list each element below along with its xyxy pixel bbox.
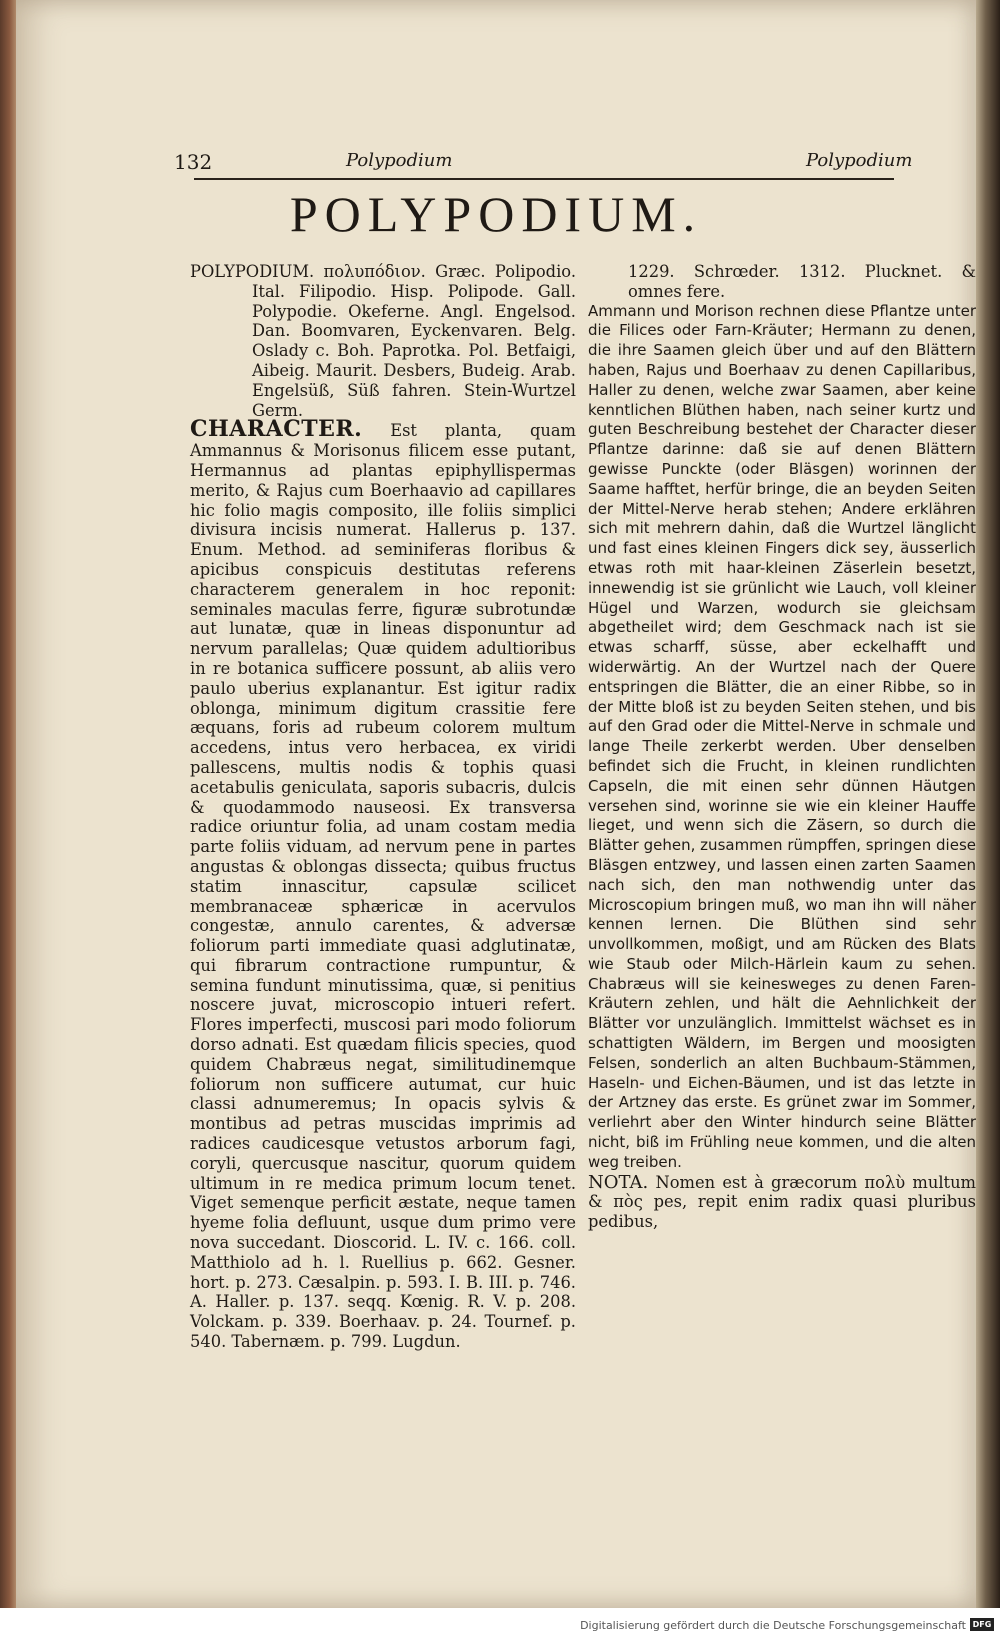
page-title: POLYPODIUM.: [289, 186, 703, 242]
dfg-logo: DFG: [970, 1618, 994, 1631]
german-text: Ammann und Morison rechnen diese Pflantze unter die Filices oder Farn-Kräuter; Hermann zu denen, die ihre Saamen gleich über und auf den Blättern haben, Rajus und Boerhaav zu denen Capillaribus, Haller zu denen, welche zwar Saamen, aber keine kenntlichen Blüthen haben, nach seiner kurtz und guten Beschreibung bestehet der Character dieser Pflantze darinne: daß sie auf denen Blättern gewisse Punckte (oder Bläsgen) worinnen der Saame hafftet, herfür bringe, die an beyden Seiten der Mittel-Nerve herab stehen; Andere erklähren sich mit mehrern dahin, daß die Wurtzel länglicht und fast eines kleinen Fingers dick sey, äusserlich etwas roth mit haar-kleinen Zäserlein besetzt, innewendig ist sie grünlicht wie Lauch, voll kleiner Hügel und Warzen, wodurch sie gleichsam abgetheilet wird; dem Geschmack nach ist sie etwas scharff, süsse, aber eckelhafft und widerwärtig. An der Wurtzel nach der Quere entspringen die Blätter, die an einer Ribbe, so in der Mitte bloß ist zu beyden Seiten stehen, und bis auf den Grad oder die Mittel-Nerve in schmale und lange Theile zerkerbt werden. Uber denselben befindet sich die Frucht, in kleinen rundlichten Capseln, die mit einen sehr dünnen Häutgen versehen sind, worinne sie wie ein kleiner Hauffe lieget, und wenn sich die Zäsern, so durch die Blätter gehen, zusammen rümpffen, springen diese Bläsgen entzwey, und lassen einen zarten Saamen nach sich, den man nothwendig unter das Microscopium bringen muß, wo man ihn will näher kennen lernen. Die Blüthen sind sehr unvollkommen, moßigt, und am Rücken des Blats wie Staub oder Milch-Härlein kaum zu sehen. Chabræus will sie keinesweges zu denen Faren-Kräutern zehlen, und hält die Aehnlichkeit der Blätter vor unzulänglich. Immittelst wächset es in schattigten Wäldern, im Bergen und moosigten Felsen, sonderlich an alten Buchbaum-Stämmen, Haseln- und Eichen-Bäumen, und ist das letzte in der Artzney das erste. Es grünet zwar im Sommer, verliehrt aber den Winter hindurch seine Blätter nicht, biß im Frühling neue kommen, und die alten weg treiben.: [588, 301, 976, 1171]
continuation-text: 1229. Schrœder. 1312. Plucknet. & omnes fere.: [628, 262, 976, 301]
right-column: [588, 262, 976, 1232]
page-edge: [976, 0, 1000, 1608]
book-page: [16, 0, 976, 1608]
running-head-right: Polypodium: [806, 150, 913, 171]
left-column: [190, 262, 576, 1352]
nota-heading: NOTA.: [588, 1171, 649, 1193]
footer-bar: [0, 1608, 1000, 1643]
footer-credit: Digitalisierung gefördert durch die Deutsche Forschungsgemeinschaft: [580, 1619, 966, 1632]
book-spine: [0, 0, 16, 1643]
names-entry: POLYPODIUM. πολυπόδιον. Græc. Polipodio. Ital. Filipodio. Hisp. Polipode. Gall. Polypodie. Okeferne. Angl. Engelsod. Dan. Boomvaren, Eyckenvaren. Belg. Oslady c. Boh. Paprotka. Pol. Betfaigi, Aibeig. Maurit. Desbers, Budeig. Arab. Engelsüß, Süß fahren. Stein-Wurtzel Germ.: [190, 262, 576, 420]
running-head-left: Polypodium: [346, 150, 453, 171]
nota-paragraph: [588, 1173, 976, 1232]
character-heading: CHARACTER.: [190, 416, 363, 443]
character-paragraph: [190, 416, 576, 1352]
header-rule: [194, 178, 894, 180]
page-number: 132: [174, 150, 213, 174]
character-text: Est planta, quam Ammannus & Morisonus filicem esse putant, Hermannus ad plantas epiphyllispermas merito, & Rajus cum Boerhaavio ad capillares hic folio magis composito, ille foliis simplici divisura incisis numerat. Hallerus p. 137. Enum. Method. ad seminiferas floribus & apicibus conspicuis destitutas referens characterem generalem in hoc reponit: seminales maculas ferre, figuræ subrotundæ aut lunatæ, quæ in lineas disponuntur ad nervum parallelas; Quæ quidem adultioribus in re botanica sufficere possunt, ab aliis vero paulo uberius explanantur. Est igitur radix oblonga, minimum digitum crassitie fere æquans, foris ad rubeum colorem multum accedens, intus vero herbacea, ex viridi pallescens, multis nodis & tophis quasi acetabulis geniculata, saporis subacris, dulcis & quodammodo nauseosi. Ex transversa radice oriuntur folia, ad unam costam media parte foliis viduam, ad nervum pene in partes angustas & oblongas dissecta; quibus fructus statim innascitur, capsulæ scilicet membranaceæ sphæricæ in acervulos congestæ, annulo carentes, & adversæ foliorum parti immediate quasi adglutinatæ, qui fibrarum contractione rumpuntur, & semina fundunt minutissima, quæ, si penitius noscere juvat, microscopio intueri refert. Flores imperfecti, muscosi pari modo foliorum dorso adnati. Est quædam filicis species, quod quidem Chabræus negat, similitudinemque foliorum non sufficere autumat, cur huic classi adnumeremus; In opacis sylvis & montibus ad petras muscidas imprimis ad radices caudicesque vetustos arborum fagi, coryli, quercusque nascitur, quorum quidem ultimum in re medica primum locum tenet. Viget semenque perficit æstate, neque tamen hyeme folia defluunt, usque dum primo vere nova succedant. Dioscorid. L. IV. c. 166. coll. Matthiolo ad h. l. Ruellius p. 662. Gesner. hort. p. 273. Cæsalpin. p. 593. I. B. III. p. 746. A. Haller. p. 137. seqq. Kœnig. R. V. p. 208. Volckam. p. 339. Boerhaav. p. 24. Tournef. p. 540. Tabernæm. p. 799. Lugdun.: [190, 421, 576, 1352]
nota-text: Nomen est à græcorum πολὺ multum & πὸς pes, repit enim radix quasi pluribus pedibus,: [588, 1172, 976, 1232]
